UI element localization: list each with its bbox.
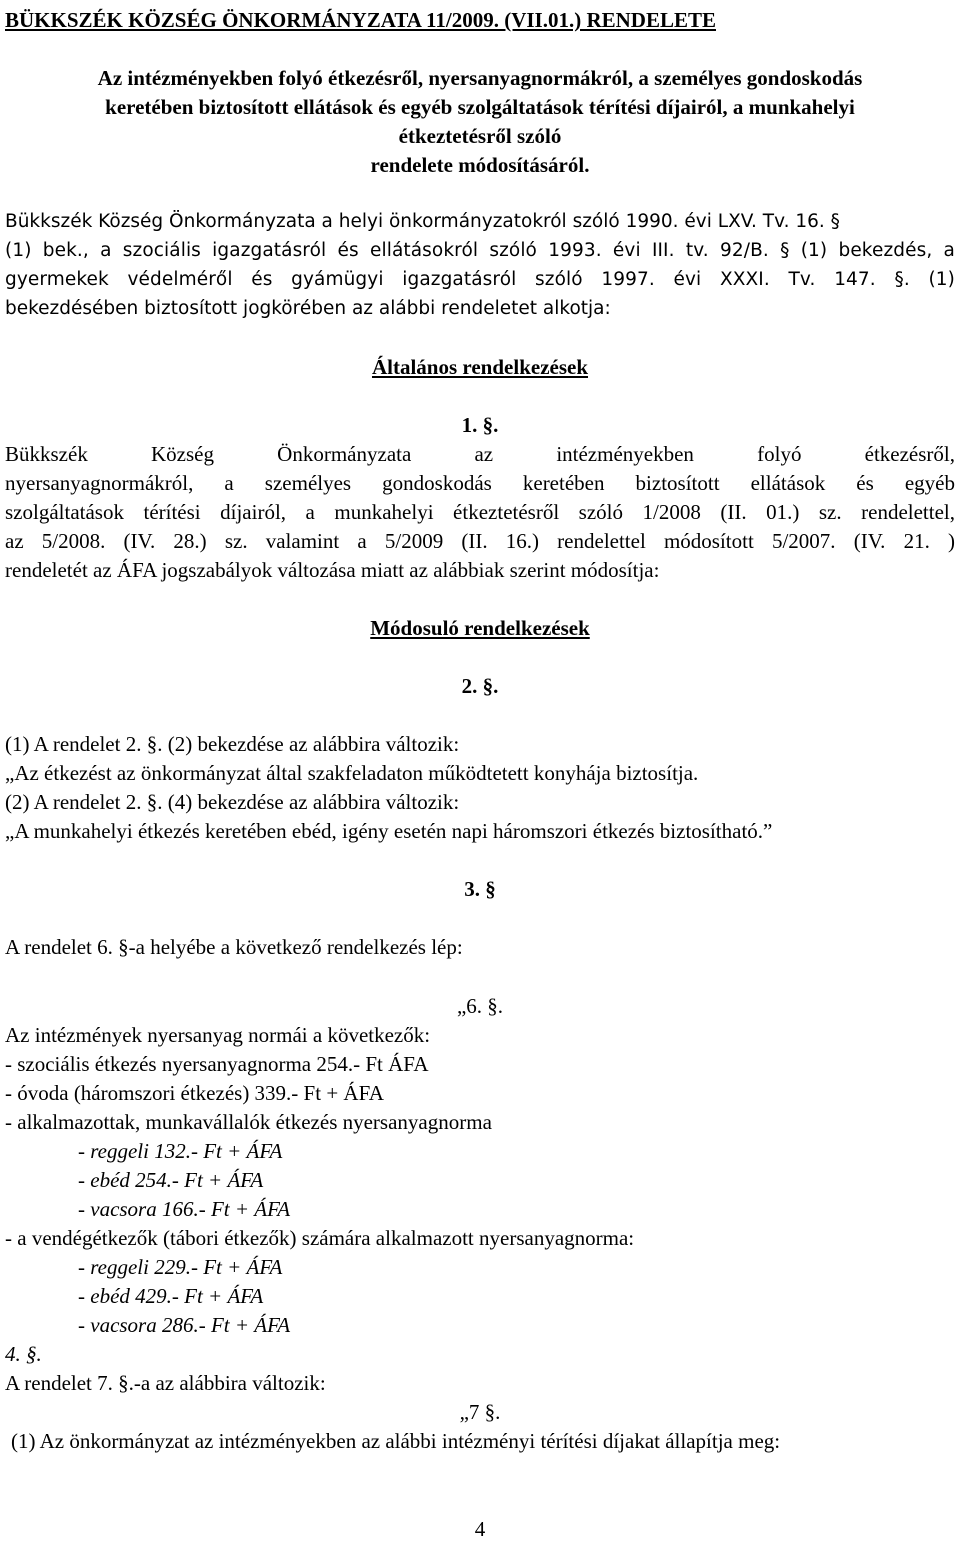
section-heading-modifying: Módosuló rendelkezések: [370, 616, 590, 640]
document-header: BÜKKSZÉK KÖZSÉG ÖNKORMÁNYZATA 11/2009. (VII.01.) RENDELETE: [5, 8, 716, 32]
paragraph-number-1: 1. §.: [461, 413, 499, 437]
title-line: keretében biztosított ellátások és egyéb szolgáltatások térítési díjairól, a munkahelyi: [105, 95, 855, 119]
page-number: 4: [474, 1517, 486, 1541]
paragraph-number-2: 2. §.: [461, 674, 499, 698]
quote-paragraph-6: „6. §.: [456, 994, 504, 1018]
preamble-line: Bükkszék Község Önkormányzata a helyi önkormányzatokról szóló 1990. évi LXV. Tv. 16. §: [5, 211, 840, 232]
staff-meal-item: - ebéd 254.- Ft + ÁFA: [78, 1168, 264, 1192]
preamble-line: (1) bek., a szociális igazgatásról és ellátásokról szóló 1993. évi III. tv. 92/B. § (1) bekezdés, a: [5, 240, 955, 261]
paragraph-1-line: az 5/2008. (IV. 28.) sz. valamint a 5/2009 (II. 16.) rendelettel módosított 5/2007. (IV. 21. ): [5, 529, 955, 553]
preamble-line: bekezdésében biztosított jogkörében az alábbi rendeletet alkotja:: [5, 298, 611, 319]
norm-item: - szociális étkezés nyersanyagnorma 254.- Ft ÁFA: [5, 1052, 429, 1076]
paragraph-3-line: A rendelet 6. §-a helyébe a következő rendelkezés lép:: [5, 935, 463, 959]
norm-item: - óvoda (háromszori étkezés) 339.- Ft + ÁFA: [5, 1081, 384, 1105]
paragraph-4-line: A rendelet 7. §.-a az alábbira változik:: [5, 1371, 326, 1395]
guest-meal-item: - ebéd 429.- Ft + ÁFA: [78, 1284, 264, 1308]
title-line: Az intézményekben folyó étkezésről, nyersanyagnormákról, a személyes gondoskodás: [97, 66, 863, 90]
last-line: (1) Az önkormányzat az intézményekben az alábbi intézményi térítési díjakat állapítja meg:: [11, 1429, 781, 1453]
paragraph-1-line: szolgáltatások térítési díjairól, a munkahelyi étkeztetésről szóló 1/2008 (II. 01.) sz. rendelettel,: [5, 500, 955, 524]
paragraph-2-line: (2) A rendelet 2. §. (4) bekezdése az alábbira változik:: [5, 790, 460, 814]
guest-meal-item: - reggeli 229.- Ft + ÁFA: [78, 1255, 283, 1279]
paragraph-2-line: „Az étkezést az önkormányzat által szakfeladaton működtetett konyhája biztosítja.: [5, 761, 699, 785]
section-heading-general: Általános rendelkezések: [371, 355, 589, 379]
paragraph-2-line: „A munkahelyi étkezés keretében ebéd, igény esetén napi háromszori étkezés biztosítható.”: [5, 819, 773, 843]
paragraph-2-line: (1) A rendelet 2. §. (2) bekezdése az alábbira változik:: [5, 732, 460, 756]
paragraph-number-4: 4. §.: [5, 1342, 42, 1366]
norms-intro: Az intézmények nyersanyag normái a következők:: [5, 1023, 431, 1047]
staff-meal-item: - vacsora 166.- Ft + ÁFA: [78, 1197, 291, 1221]
norm-item: - alkalmazottak, munkavállalók étkezés nyersanyagnorma: [5, 1110, 492, 1134]
guest-meal-item: - vacsora 286.- Ft + ÁFA: [78, 1313, 291, 1337]
preamble-line: gyermekek védelméről és gyámügyi igazgatásról szóló 1997. évi XXXI. Tv. 147. §. (1): [5, 269, 955, 290]
norm-item: - a vendégétkezők (tábori étkezők) számára alkalmazott nyersanyagnorma:: [5, 1226, 635, 1250]
paragraph-1-line: rendeletét az ÁFA jogszabályok változása miatt az alábbiak szerint módosítja:: [5, 558, 660, 582]
quote-paragraph-7: „7 §.: [459, 1400, 501, 1424]
paragraph-1-line: Bükkszék Község Önkormányzata az intézményekben folyó étkezésről,: [5, 442, 955, 466]
paragraph-number-3: 3. §: [464, 877, 496, 901]
title-line: étkeztetésről szóló: [398, 124, 562, 148]
paragraph-1-line: nyersanyagnormákról, a személyes gondoskodás keretében biztosított ellátások és egyéb: [5, 471, 955, 495]
title-line: rendelete módosításáról.: [370, 153, 590, 177]
staff-meal-item: - reggeli 132.- Ft + ÁFA: [78, 1139, 283, 1163]
